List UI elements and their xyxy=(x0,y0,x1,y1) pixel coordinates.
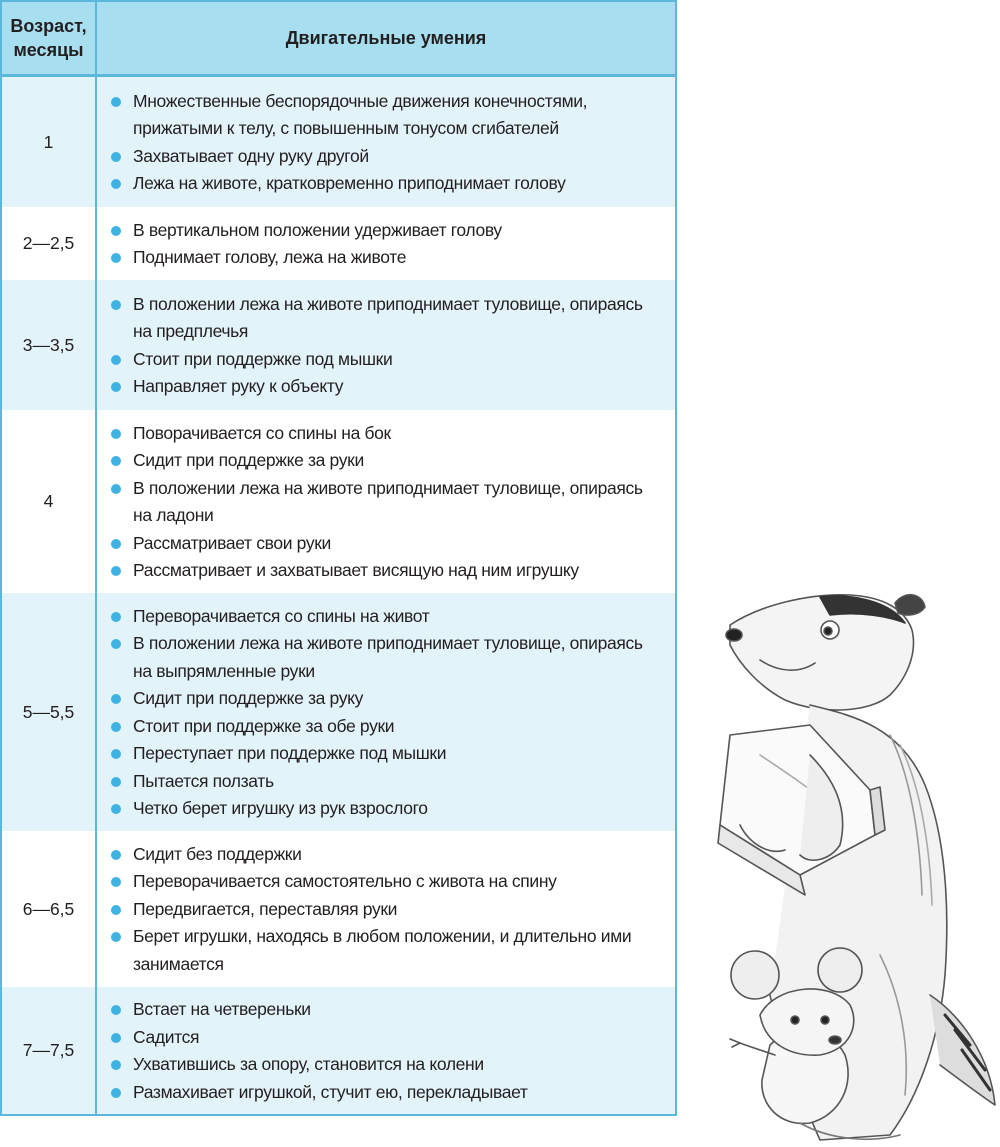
bullet-icon xyxy=(111,612,121,622)
skill-text: Поворачивается со спины на бок xyxy=(133,422,391,443)
list-item xyxy=(97,420,675,448)
list-item xyxy=(97,685,675,713)
bullet-icon xyxy=(111,777,121,787)
bullet-icon xyxy=(111,566,121,576)
bullet-icon xyxy=(111,300,121,310)
list-item xyxy=(97,143,675,171)
badger-ear xyxy=(895,595,925,615)
bullet-icon xyxy=(111,749,121,759)
bullet-icon xyxy=(111,722,121,732)
list-item xyxy=(97,170,675,198)
skill-text: Садится xyxy=(133,1026,200,1047)
table-row xyxy=(1,831,676,987)
bullet-icon xyxy=(111,1005,121,1015)
table-row xyxy=(1,410,676,593)
skills-list xyxy=(97,411,675,593)
list-item xyxy=(97,868,675,896)
list-item xyxy=(97,447,675,475)
table-row xyxy=(1,76,676,208)
skill-text: Рассматривает свои руки xyxy=(133,532,331,553)
table-row xyxy=(1,280,676,410)
skills-cell xyxy=(96,593,676,831)
skills-list xyxy=(97,282,675,409)
header-age xyxy=(1,1,96,76)
bullet-icon xyxy=(111,456,121,466)
skill-text: Пытается ползать xyxy=(133,770,274,791)
list-item xyxy=(97,244,675,272)
age-cell: 3—3,5 xyxy=(1,280,96,410)
skill-text: Множественные беспорядочные движения конечностями, прижатыми к телу, с повышенным тонусом сгибателей xyxy=(133,90,588,138)
skill-text: Переворачивается со спины на живот xyxy=(133,605,430,626)
list-item xyxy=(97,795,675,823)
bullet-icon xyxy=(111,179,121,189)
skills-cell xyxy=(96,280,676,410)
age-cell: 5—5,5 xyxy=(1,593,96,831)
skill-text: Встает на четвереньки xyxy=(133,999,311,1019)
bullet-icon xyxy=(111,877,121,887)
age-cell: 6—6,5 xyxy=(1,831,96,987)
table-header-row xyxy=(1,1,676,76)
skill-text: Передвигается, переставляя руки xyxy=(133,898,398,919)
skill-text: В положении лежа на животе приподнимает туловище, опираясь на выпрямленные руки xyxy=(133,633,643,681)
header-skills xyxy=(96,1,676,76)
skills-cell xyxy=(96,410,676,593)
list-item xyxy=(97,740,675,768)
skill-text: Переступает при поддержке под мышки xyxy=(133,743,447,763)
illustration-svg xyxy=(700,575,1000,1147)
age-cell: 4 xyxy=(1,410,96,593)
bullet-icon xyxy=(111,850,121,860)
bullet-icon xyxy=(111,152,121,162)
list-item xyxy=(97,530,675,558)
list-item xyxy=(97,88,675,143)
list-item xyxy=(97,630,675,685)
bullet-icon xyxy=(111,804,121,814)
skills-list xyxy=(97,832,675,987)
bullet-icon xyxy=(111,226,121,236)
skill-text: Ухватившись за опору, становится на колени xyxy=(133,1054,484,1074)
skill-text: Направляет руку к объекту xyxy=(133,376,344,396)
badger-nose xyxy=(726,629,742,641)
skills-cell xyxy=(96,831,676,987)
list-item xyxy=(97,346,675,374)
list-item xyxy=(97,1024,675,1052)
bullet-icon xyxy=(111,355,121,365)
list-item xyxy=(97,557,675,585)
skill-text: Поднимает голову, лежа на животе xyxy=(133,247,407,267)
skills-list xyxy=(97,594,675,831)
age-cell: 2—2,5 xyxy=(1,207,96,280)
skill-text: Лежа на животе, кратковременно приподнимает голову xyxy=(133,173,566,193)
badger-and-mouse-illustration xyxy=(700,575,1000,1147)
bullet-icon xyxy=(111,932,121,942)
bullet-icon xyxy=(111,694,121,704)
skills-list xyxy=(97,79,675,206)
list-item xyxy=(97,373,675,401)
header-skills-label: Двигательные умения xyxy=(285,28,487,48)
bullet-icon xyxy=(111,97,121,107)
skill-text: Стоит при поддержке за обе руки xyxy=(133,715,395,736)
age-cell: 1 xyxy=(1,76,96,208)
header-age-label: Возраст, месяцы xyxy=(10,16,87,60)
skills-list xyxy=(97,208,675,280)
skills-cell xyxy=(96,207,676,280)
list-item xyxy=(97,713,675,741)
list-item xyxy=(97,896,675,924)
skill-text: Сидит при поддержке за руку xyxy=(133,688,364,708)
skill-text: Переворачивается самостоятельно с живота на спину xyxy=(133,871,557,892)
bullet-icon xyxy=(111,639,121,649)
skills-list xyxy=(97,987,675,1114)
skill-text: Сидит без поддержки xyxy=(133,843,302,864)
mouse-ear-right xyxy=(818,948,862,992)
skill-text: В положении лежа на животе приподнимает туловище, опираясь на предплечья xyxy=(133,293,643,341)
bullet-icon xyxy=(111,253,121,263)
skill-text: Четко берет игрушку из рук взрослого xyxy=(133,798,428,818)
list-item xyxy=(97,1051,675,1079)
list-item xyxy=(97,841,675,869)
list-item xyxy=(97,475,675,530)
skill-text: В вертикальном положении удерживает голову xyxy=(133,219,502,240)
list-item xyxy=(97,217,675,245)
list-item xyxy=(97,1079,675,1107)
list-item xyxy=(97,923,675,978)
table-row xyxy=(1,207,676,280)
list-item xyxy=(97,996,675,1024)
table-row xyxy=(1,987,676,1115)
skill-text: Сидит при поддержке за руки xyxy=(133,450,364,470)
skill-text: Размахивает игрушкой, стучит ею, перекладывает xyxy=(133,1081,528,1102)
mouse-ear-left xyxy=(731,951,779,999)
skills-cell xyxy=(96,987,676,1115)
bullet-icon xyxy=(111,429,121,439)
list-item xyxy=(97,768,675,796)
list-item xyxy=(97,603,675,631)
skill-text: Захватывает одну руку другой xyxy=(133,145,369,166)
skills-cell xyxy=(96,76,676,208)
bullet-icon xyxy=(111,905,121,915)
bullet-icon xyxy=(111,539,121,549)
skill-text: Стоит при поддержке под мышки xyxy=(133,348,393,369)
skill-text: Рассматривает и захватывает висящую над ним игрушку xyxy=(133,560,579,580)
skill-text: Берет игрушки, находясь в любом положении, и длительно ими занимается xyxy=(133,926,632,974)
list-item xyxy=(97,291,675,346)
bullet-icon xyxy=(111,1088,121,1098)
bullet-icon xyxy=(111,1033,121,1043)
bullet-icon xyxy=(111,382,121,392)
bullet-icon xyxy=(111,484,121,494)
age-cell: 7—7,5 xyxy=(1,987,96,1115)
skill-text: В положении лежа на животе приподнимает туловище, опираясь на ладони xyxy=(133,477,643,525)
bullet-icon xyxy=(111,1060,121,1070)
table-row xyxy=(1,593,676,831)
